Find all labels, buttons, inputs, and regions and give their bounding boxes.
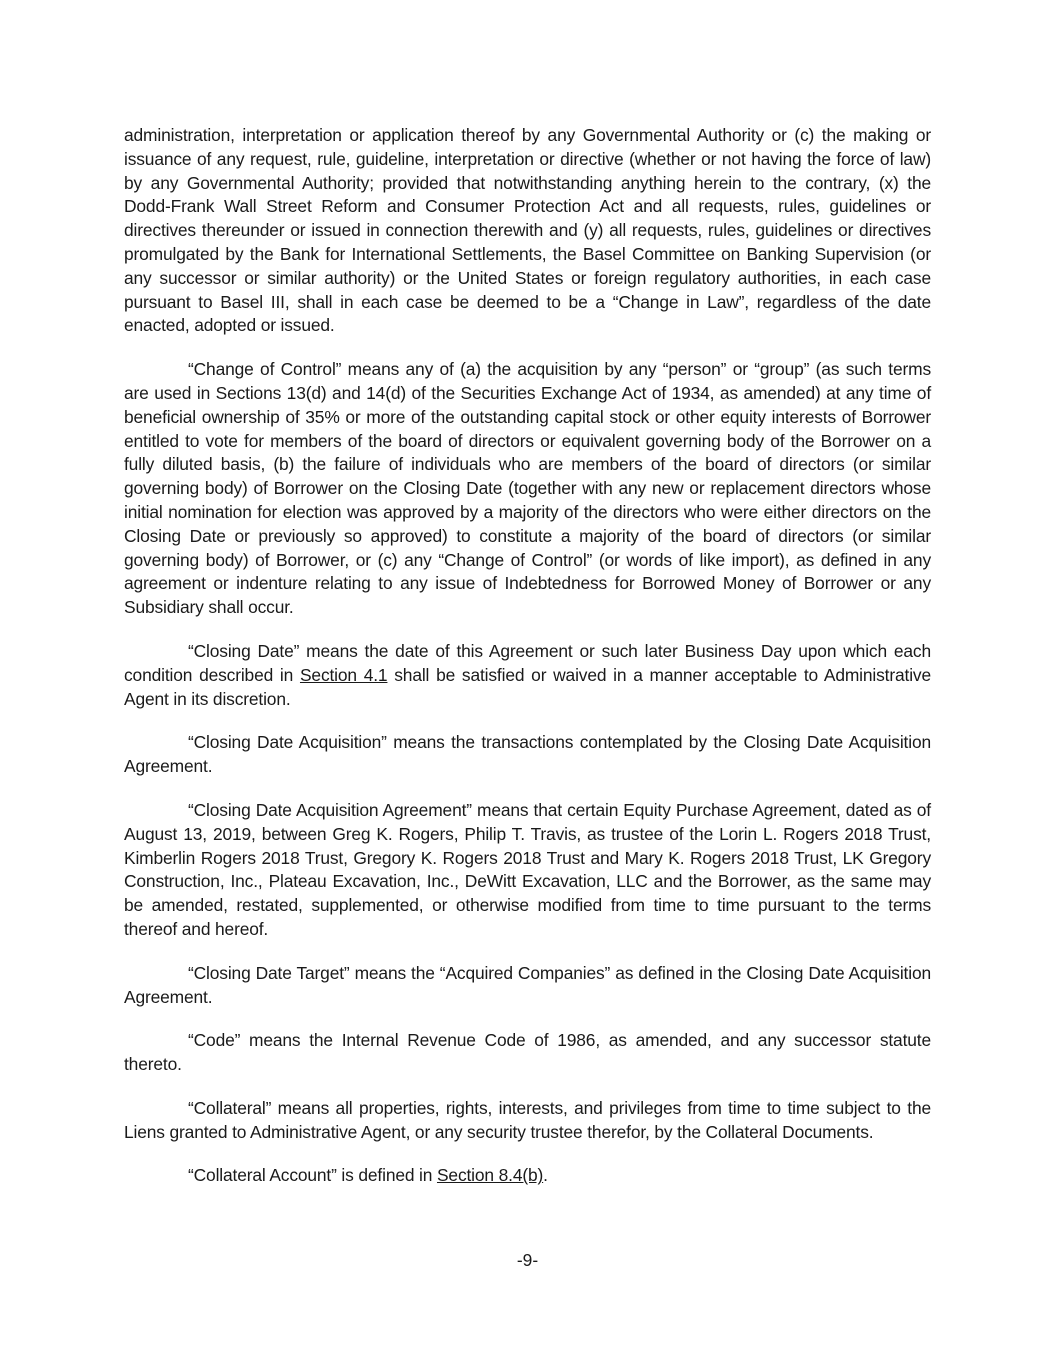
definition-change-of-control: “Change of Control” means any of (a) the acquisition by any “person” or “group” (as such terms are used in Sections 13(d) and 14(d) of the Securities Exchange Act of 1934, as amended) at any time of beneficial ownership of 35% or more of the outstanding capital stock or other equity interests of Borrower entitled to vote for members of the board of directors or equivalent governing body of the Borrower on a fully diluted basis, (b) the failure of individuals who are members of the board of directors (or similar governing body) of Borrower on the Closing Date (together with any new or replacement directors whose initial nomination for election was approved by a majority of the directors who were either directors on the Closing Date or previously so approved) to constitute a majority of the board of directors (or similar governing body) of Borrower, or (c) any “Change of Control” (or words of like import), as defined in any agreement or indenture relating to any issue of Indebtedness for Borrowed Money of Borrower or any Subsidiary shall occur. xyxy=(124,359,931,618)
definition-collateral: “Collateral” means all properties, rights, interests, and privileges from time to time subject to the Liens granted to Administrative Agent, or any security trustee therefor, by the Collateral Documents. xyxy=(124,1097,931,1142)
page-number: -9- xyxy=(516,1250,539,1270)
section-reference-link[interactable]: Section 4.1 xyxy=(299,664,388,685)
definition-paragraph: administration, interpretation or application thereof by any Governmental Authority or (c) the making or issuance of any request, rule, guideline, interpretation or directive (whether or not having the force of law) by any Governmental Authority; provided that notwithstanding anything herein to the contrary, (x) the Dodd-Frank Wall Street Reform and Consumer Protection Act and all requests, rules, guidelines or directives thereunder or issued in connection therewith and (y) all requests, rules, guidelines or directives promulgated by the Bank for International Settlements, the Basel Committee on Banking Supervision (or any successor or similar authority) or the United States or foreign regulatory authorities, in each case pursuant to Basel III, shall in each case be deemed to be a “Change in Law”, regardless of the date enacted, adopted or issued. xyxy=(124,125,931,336)
definition-collateral-account: “Collateral Account” is defined in Section 8.4(b). xyxy=(188,1165,548,1186)
section-reference-link[interactable]: Section 8.4(b) xyxy=(436,1165,544,1186)
definition-code: “Code” means the Internal Revenue Code of 1986, as amended, and any successor statute thereto. xyxy=(124,1030,931,1075)
definition-closing-date-target: “Closing Date Target” means the “Acquired Companies” as defined in the Closing Date Acquisition Agreement. xyxy=(124,962,931,1007)
document-body xyxy=(124,124,931,1208)
definition-closing-date-acquisition: “Closing Date Acquisition” means the transactions contemplated by the Closing Date Acquisition Agreement. xyxy=(124,732,931,777)
definition-closing-date: “Closing Date” means the date of this Agreement or such later Business Day upon which each condition described in Section 4.1 shall be satisfied or waived in a manner acceptable to Administrative Agent in its discretion. xyxy=(124,640,931,709)
definition-closing-date-acquisition-agreement: “Closing Date Acquisition Agreement” means that certain Equity Purchase Agreement, dated as of August 13, 2019, between Greg K. Rogers, Philip T. Travis, as trustee of the Lorin L. Rogers 2018 Trust, Kimberlin Rogers 2018 Trust, Gregory K. Rogers 2018 Trust and Mary K. Rogers 2018 Trust, LK Gregory Construction, Inc., Plateau Excavation, Inc., DeWitt Excavation, LLC and the Borrower, as the same may be amended, restated, supplemented, or otherwise modified from time to time pursuant to the terms thereof and hereof. xyxy=(124,799,931,939)
